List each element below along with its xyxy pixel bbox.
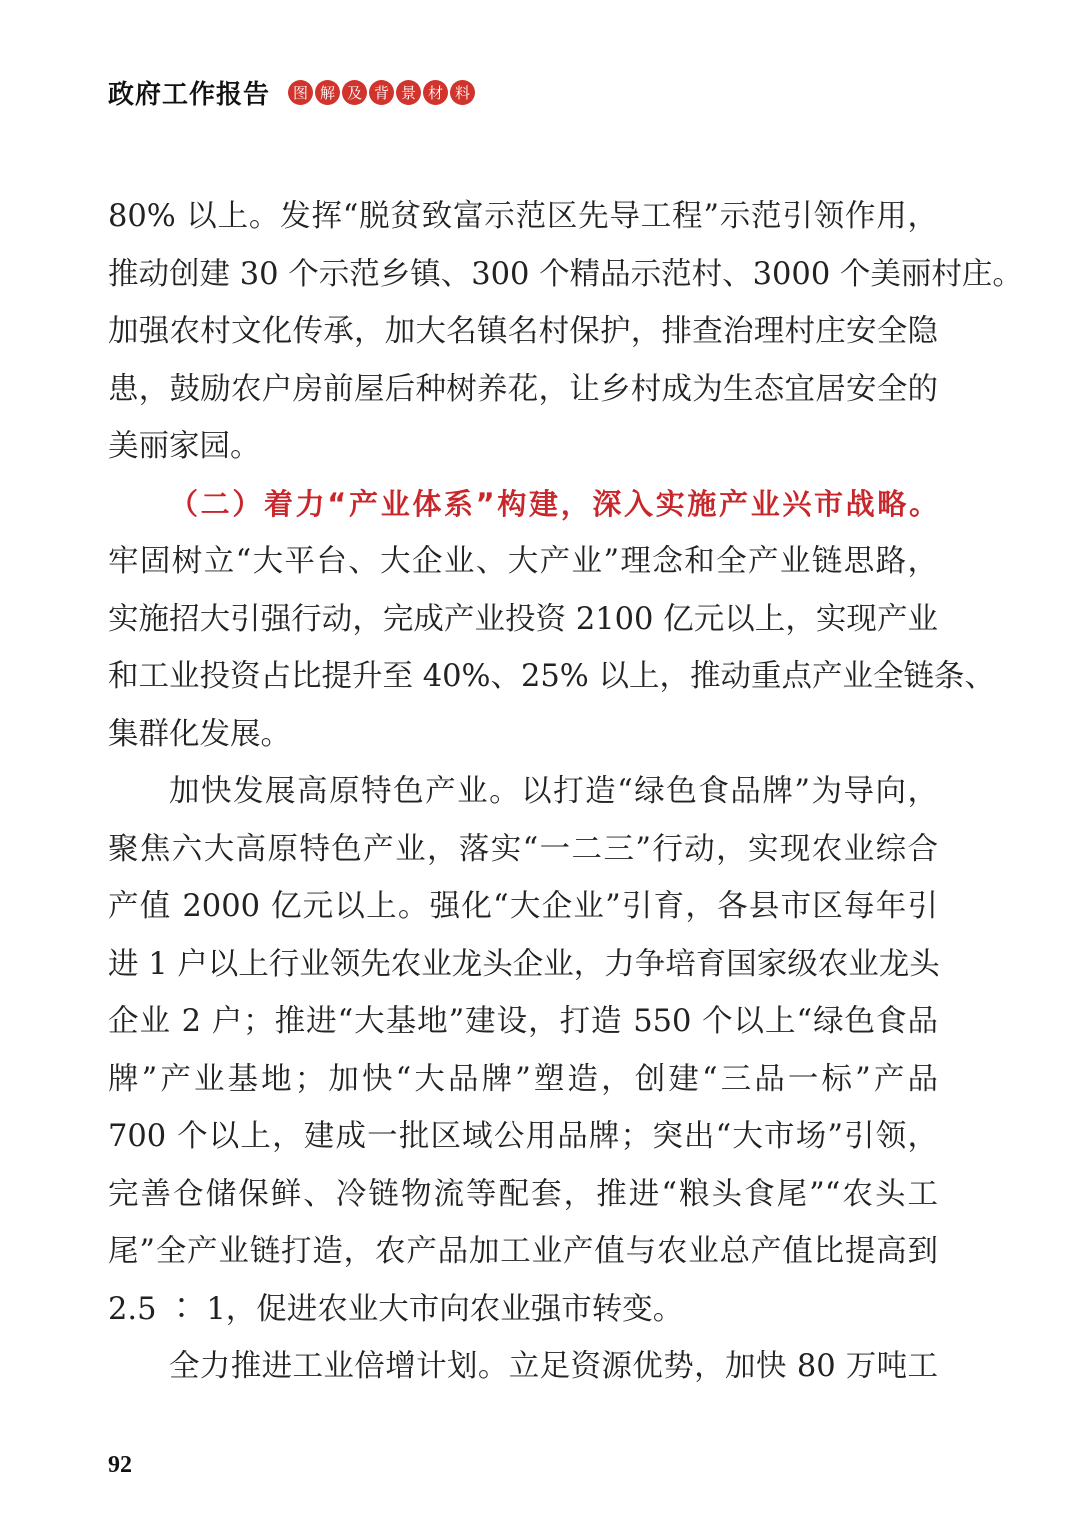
- text-line: 牌”产业基地；加快“大品牌”塑造，创建“三品一标”产品: [108, 1061, 938, 1097]
- text-line: 完善仓储保鲜、冷链物流等配套，推进“粮头食尾”“农头工: [108, 1176, 938, 1212]
- page-number: 92: [108, 1452, 132, 1478]
- text-line: 尾”全产业链打造，农产品加工业产值与农业总产值比提高到: [108, 1234, 938, 1269]
- text-line: 2.5 ∶ 1，促进农业大市向农业强市转变。: [108, 1291, 684, 1327]
- text-line: 实施招大引强行动，完成产业投资 2100 亿元以上，实现产业: [108, 601, 938, 637]
- text-line: 全力推进工业倍增计划。立足资源优势，加快 80 万吨工: [169, 1349, 938, 1384]
- text-line: 产值 2000 亿元以上。强化“大企业”引育，各县市区每年引: [108, 889, 938, 924]
- text-line: 美丽家园。: [108, 429, 261, 464]
- seal-char: 料: [450, 80, 475, 105]
- text-line: 聚焦六大高原特色产业，落实“一二三”行动，实现农业综合: [108, 831, 938, 867]
- text-line: 推动创建 30 个示范乡镇、300 个精品示范村、3000 个美丽村庄。: [108, 256, 1023, 292]
- seal-char: 材: [423, 80, 448, 105]
- text-line: 加快发展高原特色产业。以打造“绿色食品牌”为导向，: [169, 774, 938, 809]
- body-text: [108, 188, 1023, 1396]
- text-line: 企业 2 户；推进“大基地”建设，打造 550 个以上“绿色食品: [108, 1004, 938, 1039]
- text-line: 患，鼓励农户房前屋后种树养花，让乡村成为生态宜居安全的: [108, 371, 938, 407]
- text-line: 集群化发展。: [108, 716, 291, 752]
- text-line: 80% 以上。发挥“脱贫致富示范区先导工程”示范引领作用，: [108, 199, 938, 234]
- seal-char: 背: [369, 80, 394, 105]
- seal-char: 图: [288, 80, 313, 105]
- text-line: 加强农村文化传承，加大名镇名村保护，排查治理村庄安全隐: [108, 314, 938, 349]
- header-title: 政府工作报告: [108, 80, 271, 110]
- text-line: 和工业投资占比提升至 40%、25% 以上，推动重点产业全链条、: [108, 659, 995, 694]
- seal-char: 解: [315, 80, 340, 105]
- text-line: 牢固树立“大平台、大企业、大产业”理念和全产业链思路，: [108, 544, 938, 579]
- running-header: [108, 74, 475, 111]
- seal-char: 景: [396, 80, 421, 105]
- text-line: 进 1 户以上行业领先农业龙头企业，力争培育国家级农业龙头: [108, 946, 940, 982]
- header-seal-logo: [288, 80, 475, 105]
- seal-char: 及: [342, 80, 367, 105]
- text-line: 700 个以上，建成一批区域公用品牌；突出“大市场”引领，: [108, 1119, 938, 1154]
- section-heading: （二）着力“产业体系”构建，深入实施产业兴市战略。: [169, 486, 938, 521]
